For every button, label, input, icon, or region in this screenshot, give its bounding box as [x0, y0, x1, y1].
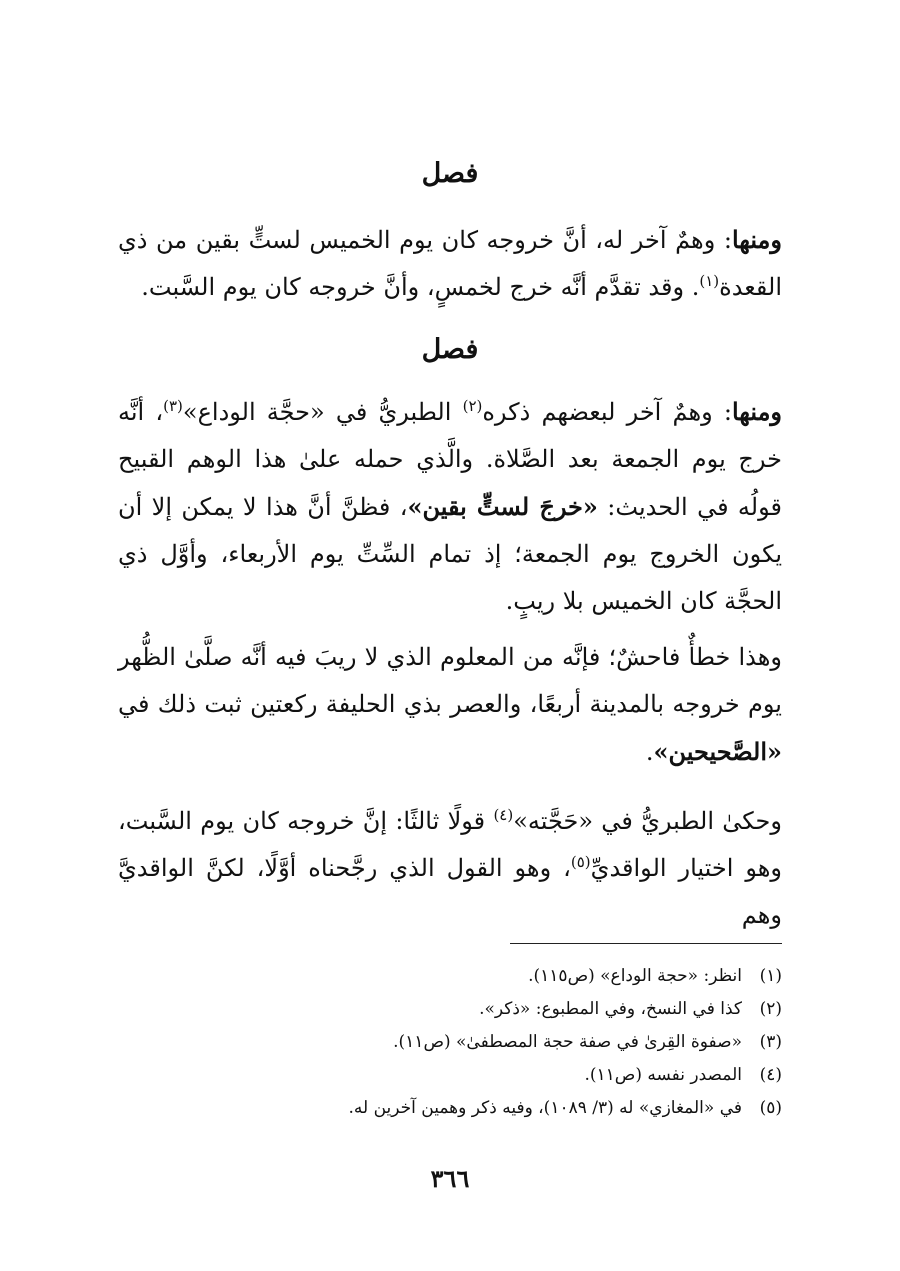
paragraph-text: قولًا ثالثًا: إنَّ خروجه كان يوم السَّبت، وهو اختيار الواقديِّ [118, 807, 783, 882]
section-2-paragraph [118, 388, 782, 625]
paragraph-text: . وقد تقدَّم أنَّه خرج لخمسٍ، وأنَّ خروجه كان يوم السَّبت. [141, 273, 700, 301]
lead-word: ومنها [731, 397, 783, 426]
footnote-number: (٤) [759, 1065, 782, 1085]
book-title-bold: «الصَّحيحين» [653, 737, 782, 766]
footnote-ref-5: (٥) [570, 853, 591, 871]
paragraph-text: وهذا خطأٌ فاحشٌ؛ فإنَّه من المعلوم الذي لا ريبَ فيه أنَّه صلَّىٰ الظُّهر يوم خروجه بالمدينة أربعًا، والعصر بذي الحليفة ركعتين ثبت ذلك في [118, 643, 782, 718]
footnote-ref-2: (٢) [462, 397, 483, 415]
page-number: ٣٦٦ [430, 1164, 470, 1193]
footnote-number: (٣) [759, 1032, 782, 1052]
paragraph-text: وحكىٰ الطبريُّ في «حَجَّته» [513, 807, 782, 835]
hadith-quote: «خرجَ لستٍّ بقين» [407, 492, 598, 521]
footnote-1 [118, 960, 782, 993]
footnote-3 [118, 1026, 782, 1059]
footnote-text: المصدر نفسه (ص١١). [584, 1065, 742, 1085]
paragraph-text: ، وهو القول الذي رجَّحناه أوَّلًا، لكنَّ الواقديَّ وهم [118, 854, 782, 929]
footnote-text: كذا في النسخ، وفي المطبوع: «ذكر». [479, 999, 742, 1019]
paragraph-3 [118, 634, 782, 776]
section-heading-1: فصل [421, 158, 479, 189]
footnote-4 [118, 1059, 782, 1092]
footnote-number: (٢) [759, 999, 782, 1019]
section-heading-2: فصل [421, 334, 479, 365]
footnote-ref-4: (٤) [493, 806, 514, 824]
paragraph-text: الطبريُّ في «حجَّة الوداع» [182, 398, 463, 426]
section-1-paragraph [118, 216, 782, 311]
lead-word: ومنها [731, 225, 782, 254]
paragraph-4 [118, 798, 782, 939]
footnote-text: في «المغازي» له (٣/ ١٠٨٩)، وفيه ذكر وهمين آخرين له. [348, 1098, 742, 1118]
footnote-ref-1: (١) [699, 272, 720, 290]
footnote-number: (٥) [759, 1098, 782, 1118]
footnote-ref-3: (٣) [163, 397, 183, 415]
paragraph-text: . [645, 738, 654, 766]
footnotes [118, 960, 782, 1125]
footnote-separator [510, 943, 782, 944]
paragraph-text: : وهمٌ آخر لبعضهم ذكره [482, 398, 732, 426]
footnote-number: (١) [759, 966, 782, 986]
footnote-5 [118, 1092, 782, 1125]
paragraph-text: ، أنَّه خرج يوم الجمعة بعد الصَّلاة. والَّذي حمله علىٰ هذا الوهم القبيح قولُه في الحديث: [118, 398, 782, 521]
footnote-2 [118, 993, 782, 1026]
paragraph-text: ، فظنَّ أنَّ هذا لا يمكن إلا أن يكون الخروج يوم الجمعة؛ إذ تمام السِّتِّ يوم الأربعاء، وأوَّل ذي الحجَّة كان الخميس بلا ريبٍ. [118, 493, 782, 615]
paragraph-text: : وهمٌ آخر له، أنَّ خروجه كان يوم الخميس لستٍّ بقين من ذي القعدة [118, 226, 782, 301]
footnote-text: انظر: «حجة الوداع» (ص١١٥). [528, 966, 742, 986]
footnote-text: «صفوة القِرىٰ في صفة حجة المصطفىٰ» (ص١١). [393, 1032, 742, 1052]
